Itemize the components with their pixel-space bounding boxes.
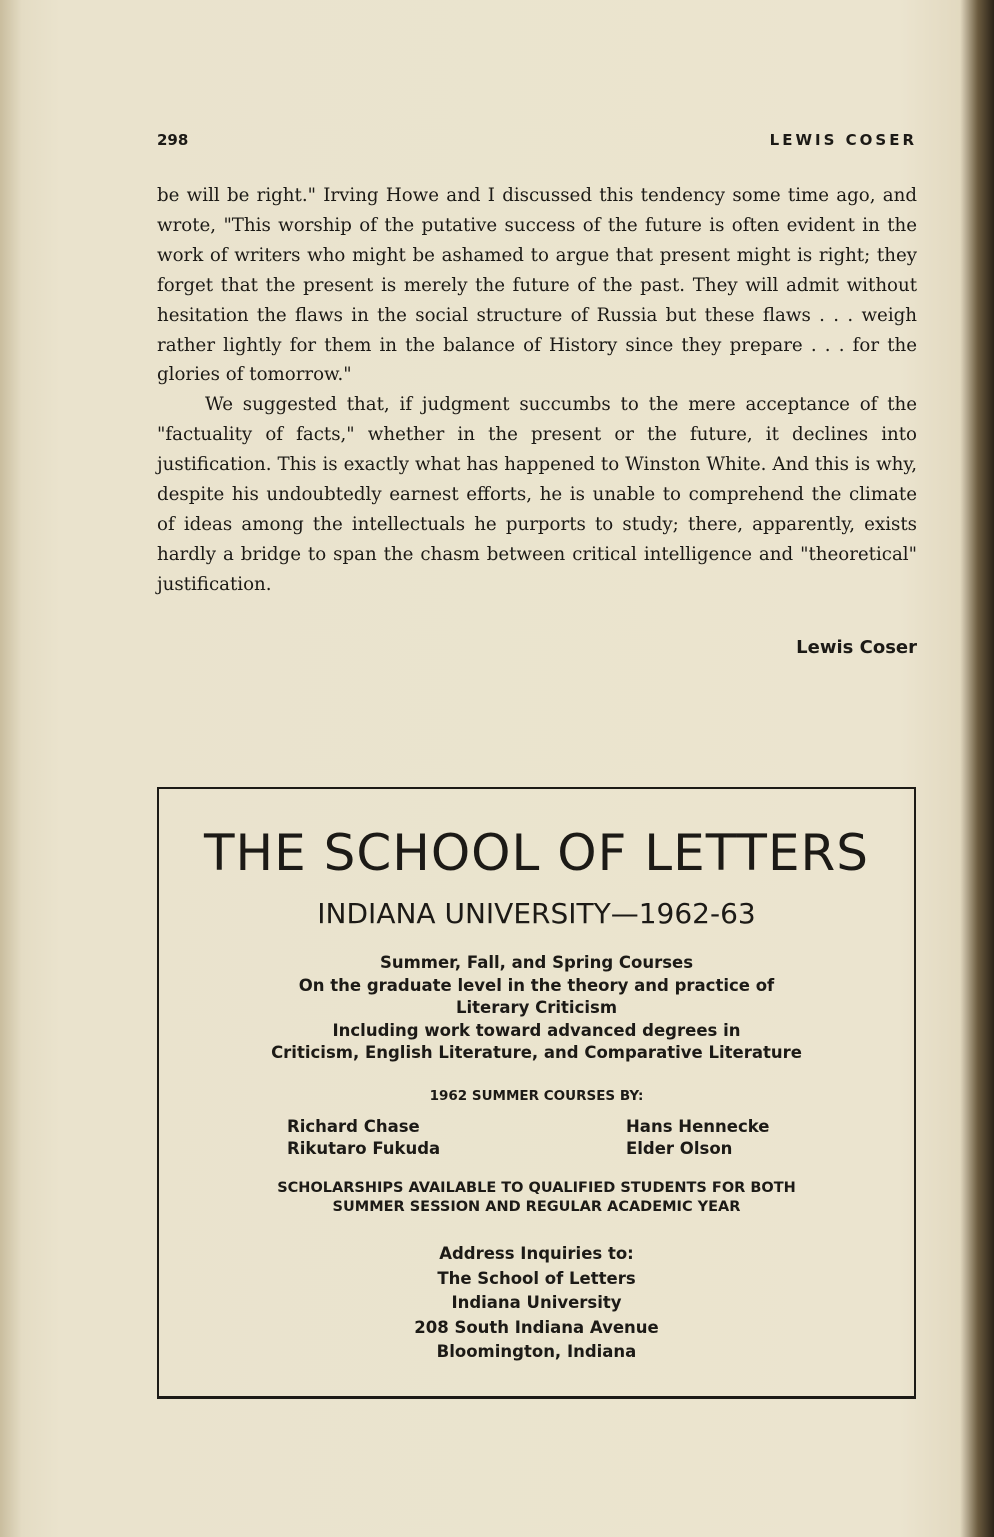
paragraph-2: We suggested that, if judgment succumbs to the mere acceptance of the "factuality of facts," whether in the present or the future, it declines into justification. This is exactly what has happened to Winston White. And this is why, despite his undoubtedly earnest efforts, he is unable to comprehend the climate of ideas among the intellectuals he purports to study; there, apparently, exists hardly a bridge to span the chasm between critical intelligence and "theoretical" justification.: [157, 394, 917, 595]
courses-line: Criticism, English Literature, and Comparative Literature: [271, 1043, 802, 1062]
ad-subtitle: INDIANA UNIVERSITY—1962-63: [317, 897, 756, 930]
address-line: Bloomington, Indiana: [436, 1342, 637, 1361]
author-signature: Lewis Coser: [796, 637, 917, 658]
faculty-name: Elder Olson: [626, 1139, 733, 1158]
running-head: LEWIS COSER: [769, 131, 917, 149]
school-advertisement: [157, 787, 916, 1399]
summer-courses-heading: 1962 SUMMER COURSES BY:: [429, 1088, 644, 1104]
courses-line: Summer, Fall, and Spring Courses: [379, 953, 694, 972]
address-line: 208 South Indiana Avenue: [414, 1317, 659, 1337]
article-body: [157, 181, 917, 600]
scholarships-notice: [159, 1179, 914, 1217]
ad-title: THE SCHOOL OF LETTERS: [203, 824, 870, 882]
paragraph-1: be will be right." Irving Howe and I discussed this tendency some time ago, and wrote, "This worship of the putative success of the future is often evident in the work of writers who might be ashamed to argue that present might is right; they forget that the present is merely the future of the past. They will admit without hesitation the flaws in the social structure of Russia but these flaws . . . weigh rather lightly for them in the balance of History since they prepare . . . for the glories of tomorrow.": [157, 185, 917, 386]
address-line: The School of Letters: [437, 1268, 636, 1288]
faculty-name: Rikutaro Fukuda: [287, 1139, 441, 1158]
scholarships-line: SUMMER SESSION AND REGULAR ACADEMIC YEAR: [332, 1199, 741, 1215]
ad-courses-description: [159, 952, 914, 1065]
page-number: 298: [157, 131, 189, 149]
courses-line: Including work toward advanced degrees in: [332, 1020, 741, 1040]
faculty-name: Richard Chase: [287, 1117, 420, 1136]
faculty-column-left: [287, 1116, 440, 1160]
inquiry-address: [159, 1242, 914, 1365]
courses-line: Literary Criticism: [455, 998, 618, 1017]
page-header: [157, 131, 917, 153]
address-line: Indiana University: [451, 1293, 622, 1312]
courses-line: On the graduate level in the theory and practice of: [298, 975, 775, 995]
faculty-column-right: [626, 1116, 769, 1160]
faculty-name: Hans Hennecke: [626, 1117, 770, 1136]
address-line: Address Inquiries to:: [439, 1244, 634, 1263]
scholarships-line: SCHOLARSHIPS AVAILABLE TO QUALIFIED STUDENTS FOR BOTH: [277, 1180, 796, 1196]
